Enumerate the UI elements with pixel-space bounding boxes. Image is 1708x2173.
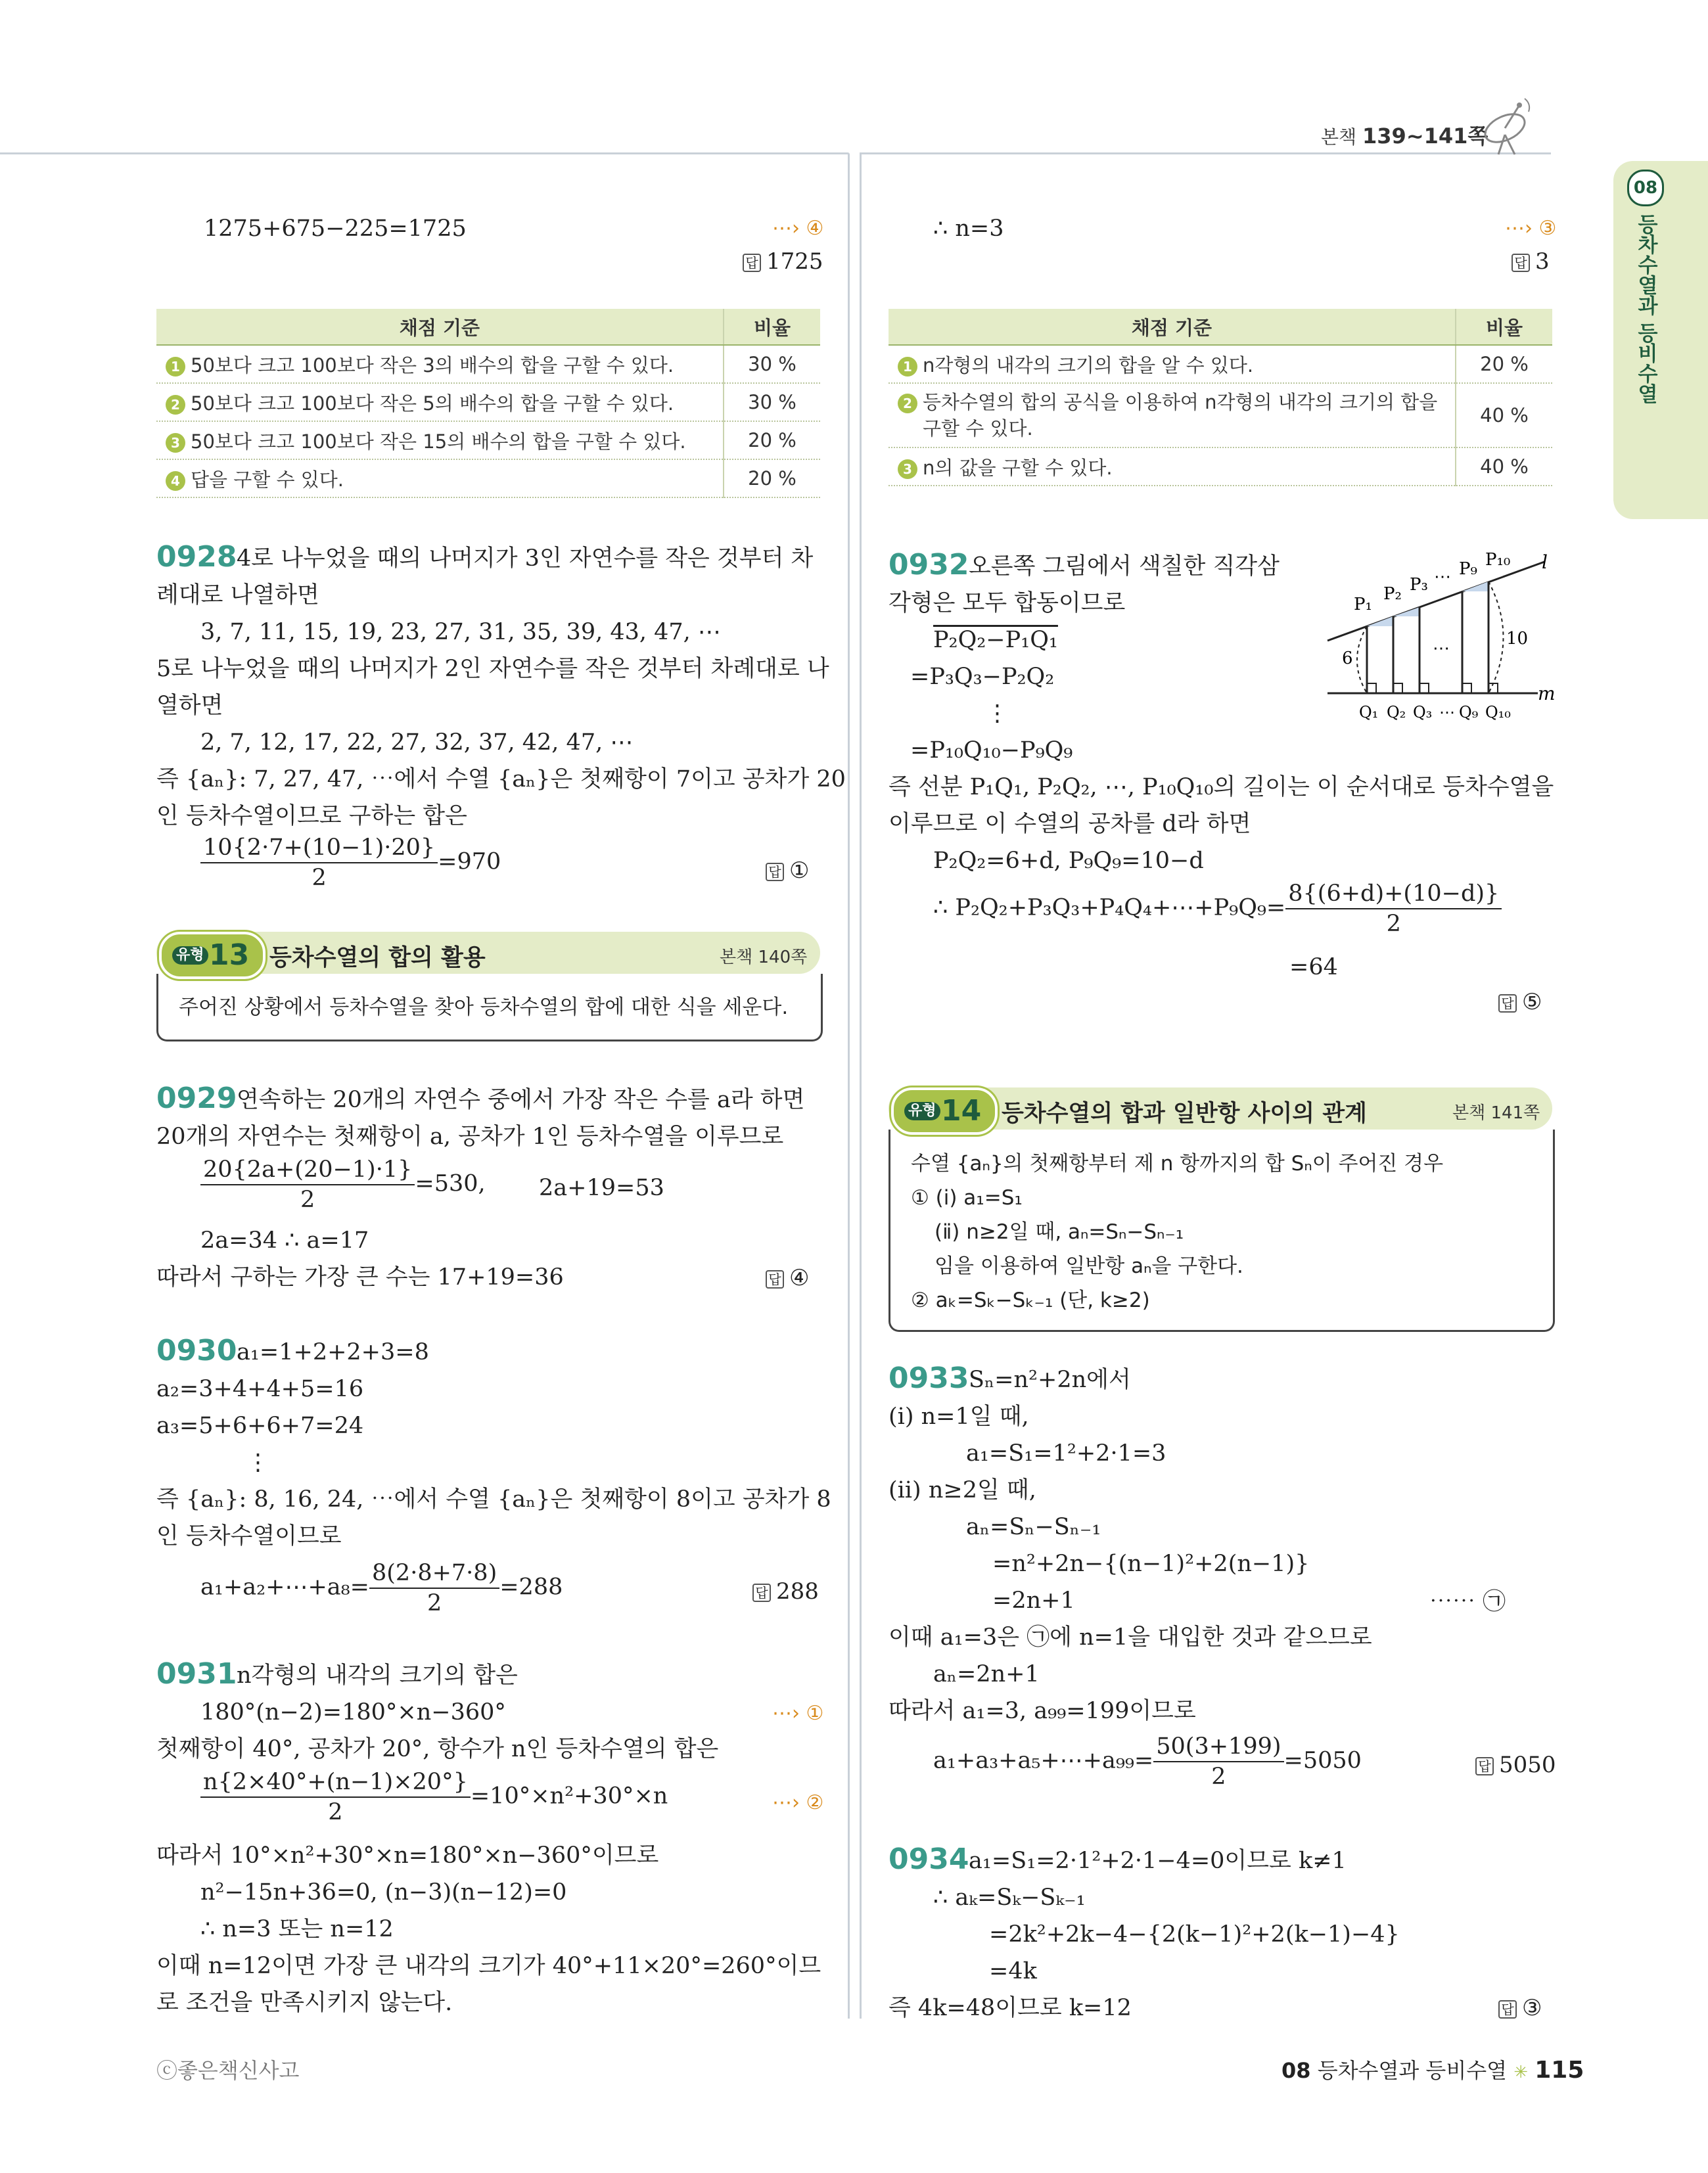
satellite-dish-icon	[1479, 92, 1538, 158]
problem-number: 0930	[156, 1334, 237, 1367]
text-line: 180°(n−2)=180°×n−360°	[200, 1699, 506, 1726]
table-row: 2 50보다 크고 100보다 작은 5의 배수의 합을 구할 수 있다. 30 %	[156, 383, 820, 421]
svg-text:⋯: ⋯	[1439, 703, 1455, 721]
problem-number: 0934	[889, 1842, 969, 1876]
type-badge-14: 유형 14	[891, 1087, 998, 1135]
svg-text:m: m	[1538, 683, 1556, 704]
text-line: 인 등차수열이므로 구하는 합은	[156, 803, 467, 829]
text-line: =64	[1289, 954, 1338, 980]
fraction-equation: ∴ P₂Q₂+P₃Q₃+P₄Q₄+⋯+P₉Q₉= $\frac{8\{(6+d)+(10-d)\}}{2}$	[933, 879, 1502, 938]
problem-number: 0933	[889, 1361, 969, 1395]
text-line: 4로 나누었을 때의 나머지가 3인 자연수를 작은 것부터 차	[237, 545, 814, 572]
text-line: Sₙ=n²+2n에서	[969, 1367, 1131, 1393]
text-line: 열하면	[156, 693, 223, 719]
right-top-line: ∴ n=3	[933, 216, 1004, 242]
triangle-figure	[1321, 545, 1558, 729]
grading-table-2	[889, 309, 1552, 486]
page-top-rule-right	[861, 152, 1551, 154]
type-desc: 임을 이용하여 일반항 aₙ을 구한다.	[935, 1254, 1243, 1278]
table-row: 1 50보다 크고 100보다 작은 3의 배수의 합을 구할 수 있다. 30 %	[156, 345, 820, 383]
left-top-line: 1275+675−225=1725	[204, 216, 467, 242]
svg-text:Q₁₀: Q₁₀	[1485, 703, 1511, 721]
text-line: 이때 a₁=3은 ㉠에 n=1을 대입한 것과 같으므로	[889, 1624, 1372, 1651]
answer-line: 답 1725	[743, 248, 823, 275]
answer-line: 답 3	[1512, 248, 1550, 275]
text-line: aₙ=Sₙ−Sₙ₋₁	[966, 1514, 1101, 1540]
answer-line: 답 5050	[1475, 1752, 1556, 1778]
text-line: 따라서 구하는 가장 큰 수는 17+19=36	[156, 1264, 564, 1291]
table-row: 2 등차수열의 합의 공식을 이용하여 n각형의 내각의 크기의 합을 구할 수 있다. 40 %	[889, 383, 1552, 447]
svg-text:P₃: P₃	[1410, 575, 1428, 595]
text-line: =P₃Q₃−P₂Q₂	[910, 664, 1055, 690]
text-line: 따라서 10°×n²+30°×n=180°×n−360°이므로	[156, 1842, 659, 1869]
text-line: 이루므로 이 수열의 공차를 d라 하면	[889, 811, 1251, 837]
page-footer: 08 등차수열과 등비수열 ✳ 115	[1281, 2057, 1584, 2084]
text-line: ∴ n=3 또는 n=12	[200, 1916, 394, 1942]
grading-table-1	[156, 309, 820, 498]
answer-line: 답 ①	[766, 858, 809, 884]
text-line: ⋮	[246, 1450, 269, 1476]
svg-text:10: 10	[1506, 629, 1529, 649]
table-header-ratio: 비율	[724, 309, 820, 345]
type-badge-13: 유형 13	[159, 932, 265, 979]
svg-text:Q₁: Q₁	[1359, 703, 1379, 721]
type-title: 등차수열의 합의 활용	[269, 945, 486, 971]
problem-number: 0928	[156, 540, 237, 574]
svg-text:⋯: ⋯	[1433, 639, 1450, 658]
text-line: 인 등차수열이므로	[156, 1523, 342, 1549]
text-line: (ⅱ) n≥2일 때,	[889, 1477, 1036, 1503]
step-marker: ⋯› ③	[1505, 217, 1557, 240]
text-line: =2k²+2k−4−{2(k−1)²+2(k−1)−4}	[989, 1921, 1400, 1948]
text-line: =4k	[989, 1958, 1037, 1984]
side-tab-title: 등차수열과 등비수열	[1634, 214, 1657, 404]
svg-text:Q₂: Q₂	[1387, 703, 1406, 721]
table-row: 4 답을 구할 수 있다. 20 %	[156, 459, 820, 497]
type-title: 등차수열의 합과 일반항 사이의 관계	[1002, 1101, 1367, 1127]
text-line: 로 조건을 만족시키지 않는다.	[156, 1990, 453, 2016]
type-ref: 본책 140쪽	[720, 948, 808, 967]
fraction-equation: a₁+a₂+⋯+a₈= $\frac{8(2\cdot 8+7\cdot 8)}{2}$ =288	[200, 1560, 563, 1616]
answer-label-icon: 답	[1475, 1757, 1494, 1775]
header-ref: 본책 139~141쪽	[1321, 124, 1489, 149]
text-line: P₂Q₂−P₁Q₁	[933, 627, 1058, 653]
type-desc: ① (ⅰ) a₁=S₁	[911, 1186, 1023, 1210]
text-line: 첫째항이 40°, 공차가 20°, 항수가 n인 등차수열의 합은	[156, 1736, 719, 1762]
text-line: 2a+19=53	[539, 1175, 664, 1201]
text-line: 3, 7, 11, 15, 19, 23, 27, 31, 35, 39, 43, 47, ⋯	[200, 619, 721, 645]
text-line: P₂Q₂=6+d, P₉Q₉=10−d	[933, 848, 1204, 874]
table-header-criteria: 채점 기준	[156, 309, 724, 345]
text-line: 2, 7, 12, 17, 22, 27, 32, 37, 42, 47, ⋯	[200, 729, 634, 756]
svg-text:P₂: P₂	[1383, 584, 1402, 604]
copyright: ⓒ좋은책신사고	[156, 2058, 300, 2083]
text-line: ⋮	[986, 700, 1009, 727]
text-line: 즉 4k=48이므로 k=12	[889, 1995, 1132, 2021]
text-line: aₙ=2n+1	[933, 1661, 1040, 1687]
type-desc: 수열 {aₙ}의 첫째항부터 제 n 항까지의 합 Sₙ이 주어진 경우	[911, 1152, 1444, 1176]
text-line: a₁=1+2+2+3=8	[237, 1339, 429, 1365]
svg-text:⋯: ⋯	[1434, 567, 1451, 587]
svg-text:6: 6	[1342, 649, 1353, 668]
fraction-equation: $\frac{20\{2a+(20-1)\cdot 1\}}{2}$ =530,	[200, 1155, 486, 1214]
text-line: a₁=S₁=2·1²+2·1−4=0이므로 k≠1	[969, 1848, 1347, 1874]
equation-mark: ⋯⋯ ㉠	[1429, 1589, 1506, 1615]
side-tab-number: 08	[1627, 170, 1664, 206]
fraction-equation: $\frac{10\{2\cdot 7+(10-1)\cdot 20\}}{2}$ =970	[200, 833, 501, 892]
svg-text:P₁₀: P₁₀	[1485, 550, 1511, 570]
text-line: (ⅰ) n=1일 때,	[889, 1404, 1029, 1430]
text-line: 례대로 나열하면	[156, 582, 319, 608]
text-line: 5로 나누었을 때의 나머지가 2인 자연수를 작은 것부터 차례대로 나	[156, 656, 829, 682]
answer-label-icon: 답	[1498, 994, 1517, 1013]
type-desc: (ⅱ) n≥2일 때, aₙ=Sₙ−Sₙ₋₁	[935, 1220, 1184, 1244]
type-desc: ② aₖ=Sₖ−Sₖ₋₁ (단, k≥2)	[911, 1289, 1150, 1312]
text-line: 각형은 모두 합동이므로	[889, 590, 1126, 616]
text-line: =2n+1	[992, 1588, 1075, 1614]
step-marker: ⋯› ②	[772, 1791, 824, 1814]
answer-label-icon: 답	[1512, 254, 1530, 272]
table-header-criteria: 채점 기준	[889, 309, 1456, 345]
svg-text:l: l	[1542, 551, 1548, 573]
text-line: 즉 {aₙ}: 8, 16, 24, ⋯에서 수열 {aₙ}은 첫째항이 8이고 공차가 8	[156, 1486, 831, 1513]
type-desc: 주어진 상황에서 등차수열을 찾아 등차수열의 합에 대한 식을 세운다.	[179, 995, 789, 1019]
table-header-ratio: 비율	[1456, 309, 1552, 345]
text-line: 이때 n=12이면 가장 큰 내각의 크기가 40°+11×20°=260°이므	[156, 1953, 821, 1979]
answer-line: 답 ⑤	[1498, 989, 1542, 1015]
text-line: 2a=34 ∴ a=17	[200, 1227, 369, 1254]
text-line: a₃=5+6+6+7=24	[156, 1413, 364, 1439]
text-line: 20개의 자연수는 첫째항이 a, 공차가 1인 등차수열을 이루므로	[156, 1124, 784, 1150]
step-marker: ⋯› ④	[772, 217, 824, 240]
svg-text:P₉: P₉	[1459, 559, 1477, 579]
page-top-rule	[0, 152, 848, 154]
text-line: 즉 선분 P₁Q₁, P₂Q₂, ⋯, P₁₀Q₁₀의 길이는 이 순서대로 등차수열을	[889, 774, 1554, 800]
step-marker: ⋯› ①	[772, 1702, 824, 1725]
text-line: n²−15n+36=0, (n−3)(n−12)=0	[200, 1879, 567, 1906]
answer-label-icon: 답	[752, 1584, 771, 1602]
table-row: 3 n의 값을 구할 수 있다. 40 %	[889, 447, 1552, 486]
answer-line: 답 ④	[766, 1265, 809, 1291]
answer-label-icon: 답	[743, 254, 761, 272]
type-ref: 본책 141쪽	[1452, 1103, 1540, 1123]
column-divider-right	[860, 152, 862, 2019]
problem-number: 0931	[156, 1657, 237, 1691]
answer-label-icon: 답	[766, 1270, 784, 1289]
answer-line: 답 ③	[1498, 1995, 1542, 2021]
text-line: 따라서 a₁=3, a₉₉=199이므로	[889, 1698, 1196, 1724]
text-line: =n²+2n−{(n−1)²+2(n−1)}	[992, 1551, 1310, 1577]
text-line: n각형의 내각의 크기의 합은	[237, 1662, 518, 1689]
text-line: ∴ aₖ=Sₖ−Sₖ₋₁	[933, 1885, 1086, 1911]
answer-line: 답 288	[752, 1578, 819, 1605]
text-line: =P₁₀Q₁₀−P₉Q₉	[910, 737, 1073, 764]
answer-label-icon: 답	[766, 863, 784, 881]
column-divider-left	[848, 152, 850, 2019]
fraction-equation: a₁+a₃+a₅+⋯+a₉₉= $\frac{50(3+199)}{2}$ =5050	[933, 1733, 1362, 1790]
answer-label-icon: 답	[1498, 2000, 1517, 2019]
text-line: 오른쪽 그림에서 색칠한 직각삼	[969, 553, 1280, 580]
table-row: 3 50보다 크고 100보다 작은 15의 배수의 합을 구할 수 있다. 20 %	[156, 421, 820, 459]
text-line: a₂=3+4+4+5=16	[156, 1376, 364, 1402]
svg-text:Q₃: Q₃	[1413, 703, 1433, 721]
text-line: 즉 {aₙ}: 7, 27, 47, ⋯에서 수열 {aₙ}은 첫째항이 7이고 공차가 20	[156, 766, 846, 792]
svg-text:P₁: P₁	[1354, 595, 1372, 614]
text-line: a₁=S₁=1²+2·1=3	[966, 1440, 1166, 1467]
fraction-equation: $\frac{n\{2\times 40^\circ+(n-1)\times 20^\circ\}}{2}$ =10°×n²+30°×n	[200, 1768, 668, 1827]
svg-text:Q₉: Q₉	[1459, 703, 1479, 721]
text-line: 연속하는 20개의 자연수 중에서 가장 작은 수를 a라 하면	[237, 1087, 805, 1113]
problem-number: 0932	[889, 548, 969, 582]
problem-number: 0929	[156, 1082, 237, 1115]
table-row: 1 n각형의 내각의 크기의 합을 알 수 있다. 20 %	[889, 345, 1552, 383]
chapter-side-tab[interactable]	[1613, 161, 1708, 519]
